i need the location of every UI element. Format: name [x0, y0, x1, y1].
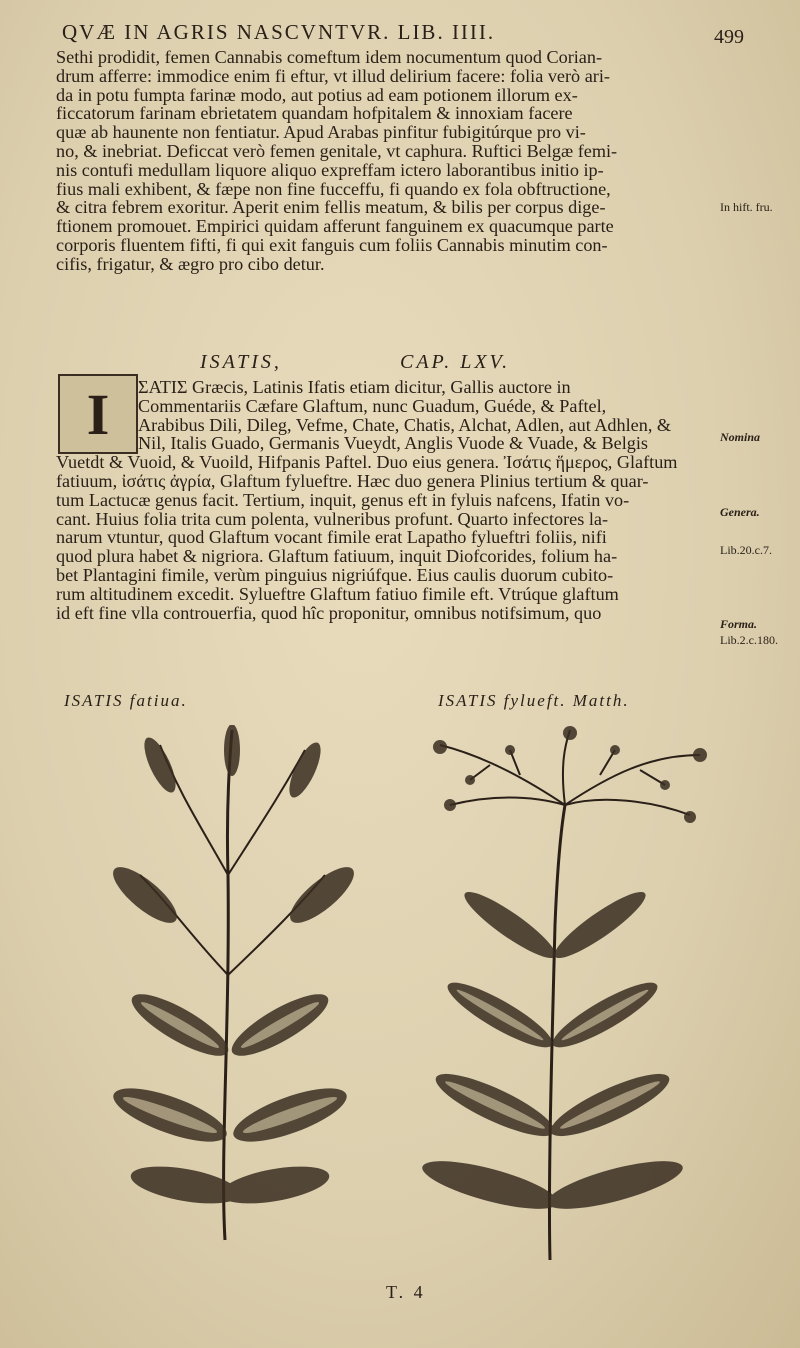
caption-right: ISATIS fylueft. Matth. [438, 691, 630, 710]
text-line: rum altitudinem excedit. Sylueftre Glaftum fatiuo fimile eft. Vtrúque glaftum [56, 583, 619, 604]
text-line: & citra febrem exoritur. Aperit enim fellis meatum, & bilis per corpus dige- [56, 197, 606, 218]
text-line: tum Lactucæ genus facit. Tertium, inquit, genus eft in fyluis nafcens, Ifatin vo- [56, 489, 630, 510]
section-paragraph [56, 378, 712, 622]
margin-note: In hift. fru. [720, 200, 773, 214]
text-line: id eft fine vlla controuerfia, quod hîc proponitur, omnibus notifsimum, quo [56, 602, 602, 623]
text-line: cant. Huius folia trita cum polenta, vulneribus profunt. Quarto infectores la- [56, 508, 609, 529]
margin-note: Lib.20.c.7. [720, 543, 772, 557]
decorated-initial: I [58, 374, 138, 454]
chapter-number: CAP. LXV. [400, 351, 511, 373]
text-line: drum afferre: immodice enim fi eftur, vt illud delirium facere: folia verò ari- [56, 65, 610, 86]
caption-left: ISATIS fatiua. [64, 691, 188, 710]
text-line: ΣΑΤΙΣ Græcis, Latinis Ifatis etiam dicitur, Gallis auctore in [138, 377, 571, 397]
chapter-title: ISATIS, [200, 351, 282, 373]
text-line: Arabibus Dili, Dileg, Vefme, Chate, Chatis, Alchat, Adlen, aut Adhlen, & [138, 414, 672, 435]
text-line: da in potu fumpta farinæ modo, aut potius ad eam potionem illorum ex- [56, 84, 578, 105]
page-number: 499 [714, 26, 744, 48]
text-line: Commentariis Cæfare Glaftum, nunc Guadum, Guéde, & Paftel, [138, 395, 607, 416]
margin-note: Nomina [720, 430, 761, 444]
text-line: bet Plantagini fimile, verùm pinguius nigriúfque. Eius caulis duorum cubito- [56, 564, 614, 585]
text-line: corporis fluentem fifti, fi qui exit fanguis cum foliis Cannabis minutim con- [56, 234, 608, 255]
text-line: Nil, Italis Guado, Germanis Vueydt, Anglis Vuode & Vuade, & Belgis [138, 433, 648, 454]
top-paragraph [56, 48, 712, 274]
text-line: quæ ab haunente non fentiatur. Apud Arabas pinfitur fubigitúrque pro vi- [56, 122, 586, 143]
text-line: no, & inebriat. Deficcat verò femen genitale, vt caphura. Ruftici Belgæ femi- [56, 140, 618, 161]
margin-note: Genera. [720, 505, 760, 519]
signature-mark: T. 4 [386, 1282, 426, 1302]
text-line: Sethi prodidit, femen Cannabis comeftum idem nocumentum quod Corian- [56, 47, 603, 67]
margin-note: Forma. [720, 617, 758, 631]
text-line: fatiuum, ἰσάτις ἀγρία, Glaftum fylueftre. Hæc duo genera Plinius tertium & quar- [56, 470, 649, 491]
text-line: narum vtuntur, quod Glaftum vocant fimile erat Lapatho fylueftri foliis, nifi [56, 527, 607, 548]
text-line: Vuetdt & Vuoid, & Vuoild, Hifpanis Paftel. Duo eius genera. Ἰσάτις ἥμερος, Glaftum [56, 452, 678, 473]
text-line: cifis, frigatur, & ægro pro cibo detur. [56, 253, 325, 274]
margin-note: Lib.2.c.180. [720, 633, 778, 647]
woodcut-isatis-sativa [60, 725, 380, 1245]
text-line: nis contufi medullam liquore aliquo expreffam ictero laborantibus initio ip- [56, 159, 604, 180]
text-line: quod plura habet & nigriora. Glaftum fatiuum, inquit Diofcorides, folium ha- [56, 546, 618, 567]
chapter-heading [200, 351, 590, 374]
running-title: QVÆ IN AGRIS NASCVNTVR. LIB. IIII. [62, 20, 496, 44]
text-line: ftionem promouet. Empirici quidam afferunt fanguinem ex quacumque parte [56, 216, 614, 237]
woodcut-isatis-sylvestris [400, 725, 730, 1265]
text-line: fius mali exhibent, & fæpe non fine fucceffu, fi quando ex fola obftructione, [56, 178, 611, 199]
text-line: ficcatorum farinam ebrietatem quandam hofpitalem & innoxiam facere [56, 103, 573, 124]
